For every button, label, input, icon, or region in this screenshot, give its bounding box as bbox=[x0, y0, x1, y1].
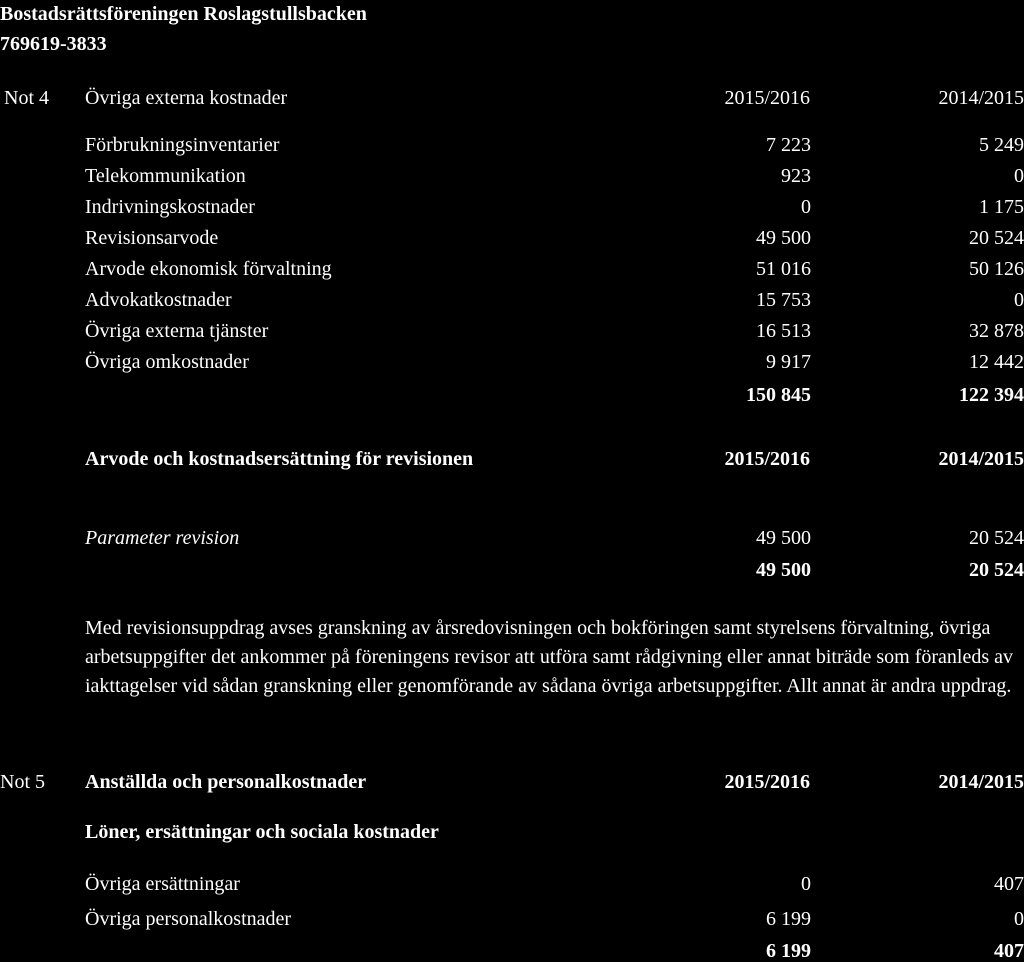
row-value-2016: 0 bbox=[801, 196, 811, 218]
row-value-2015: 50 126 bbox=[969, 258, 1024, 280]
row-value-2016: 6 199 bbox=[766, 908, 811, 930]
row-value-2016: 16 513 bbox=[756, 320, 811, 342]
row-value-2016: 49 500 bbox=[756, 527, 811, 549]
note4-col2-header: 2014/2015 bbox=[938, 87, 1024, 109]
row-value-2015: 12 442 bbox=[969, 351, 1024, 373]
row-value-2016: 51 016 bbox=[756, 258, 811, 280]
row-value-2016: 15 753 bbox=[756, 289, 811, 311]
row-label: Indrivningskostnader bbox=[85, 196, 255, 218]
audit-paragraph: Med revisionsuppdrag avses granskning av årsredovisningen och bokföringen samt styrelsens förvaltning, övriga arbetsuppgifter det ankommer på föreningens revisor att utföra samt rådgivning eller annat biträde som föranleds av iakttagelser vid sådan granskning eller genomförande av sådana övriga arbetsuppgifter. Allt annat är andra uppdrag. bbox=[85, 617, 1014, 697]
note5-subtitle: Löner, ersättningar och sociala kostnader bbox=[85, 821, 439, 843]
note4-col1-header: 2015/2016 bbox=[724, 87, 810, 109]
total-2016: 49 500 bbox=[756, 559, 811, 581]
row-label: Parameter revision bbox=[85, 527, 240, 549]
note5-title: Anställda och personalkostnader bbox=[85, 771, 367, 793]
row-label: Övriga externa tjänster bbox=[85, 320, 269, 342]
row-label: Övriga personalkostnader bbox=[85, 908, 292, 930]
note4-title: Övriga externa kostnader bbox=[85, 87, 288, 109]
row-value-2016: 49 500 bbox=[756, 227, 811, 249]
note5-col1-header: 2015/2016 bbox=[724, 771, 810, 793]
row-value-2015: 0 bbox=[1014, 289, 1024, 311]
org-number: 769619-3833 bbox=[0, 33, 107, 55]
row-label: Telekommunikation bbox=[85, 165, 246, 187]
row-label: Advokatkostnader bbox=[85, 289, 232, 311]
row-value-2015: 32 878 bbox=[969, 320, 1024, 342]
row-label: Övriga omkostnader bbox=[85, 351, 249, 373]
audit-title: Arvode och kostnadsersättning för revisionen bbox=[85, 448, 474, 470]
audit-col2-header: 2014/2015 bbox=[938, 448, 1024, 470]
note5-label: Not 5 bbox=[0, 771, 45, 793]
row-label: Revisionsarvode bbox=[85, 227, 219, 249]
row-label: Förbrukningsinventarier bbox=[85, 134, 280, 156]
total-2016: 150 845 bbox=[746, 384, 811, 406]
total-2016: 6 199 bbox=[766, 940, 811, 962]
total-2015: 122 394 bbox=[959, 384, 1024, 406]
total-2015: 20 524 bbox=[969, 559, 1024, 581]
row-value-2015: 5 249 bbox=[979, 134, 1024, 156]
row-value-2015: 20 524 bbox=[969, 527, 1024, 549]
row-value-2016: 7 223 bbox=[766, 134, 811, 156]
org-name: Bostadsrättsföreningen Roslagstullsbacken bbox=[0, 3, 367, 25]
row-value-2015: 1 175 bbox=[979, 196, 1024, 218]
row-value-2015: 20 524 bbox=[969, 227, 1024, 249]
row-label: Övriga ersättningar bbox=[85, 873, 240, 895]
row-value-2016: 923 bbox=[781, 165, 811, 187]
row-value-2015: 0 bbox=[1014, 908, 1024, 930]
row-value-2015: 407 bbox=[994, 873, 1024, 895]
row-value-2016: 0 bbox=[801, 873, 811, 895]
row-value-2016: 9 917 bbox=[766, 351, 811, 373]
note5-col2-header: 2014/2015 bbox=[938, 771, 1024, 793]
row-value-2015: 0 bbox=[1014, 165, 1024, 187]
note4-label: Not 4 bbox=[4, 87, 49, 109]
row-label: Arvode ekonomisk förvaltning bbox=[85, 258, 332, 280]
total-2015: 407 bbox=[994, 940, 1024, 962]
audit-col1-header: 2015/2016 bbox=[724, 448, 810, 470]
